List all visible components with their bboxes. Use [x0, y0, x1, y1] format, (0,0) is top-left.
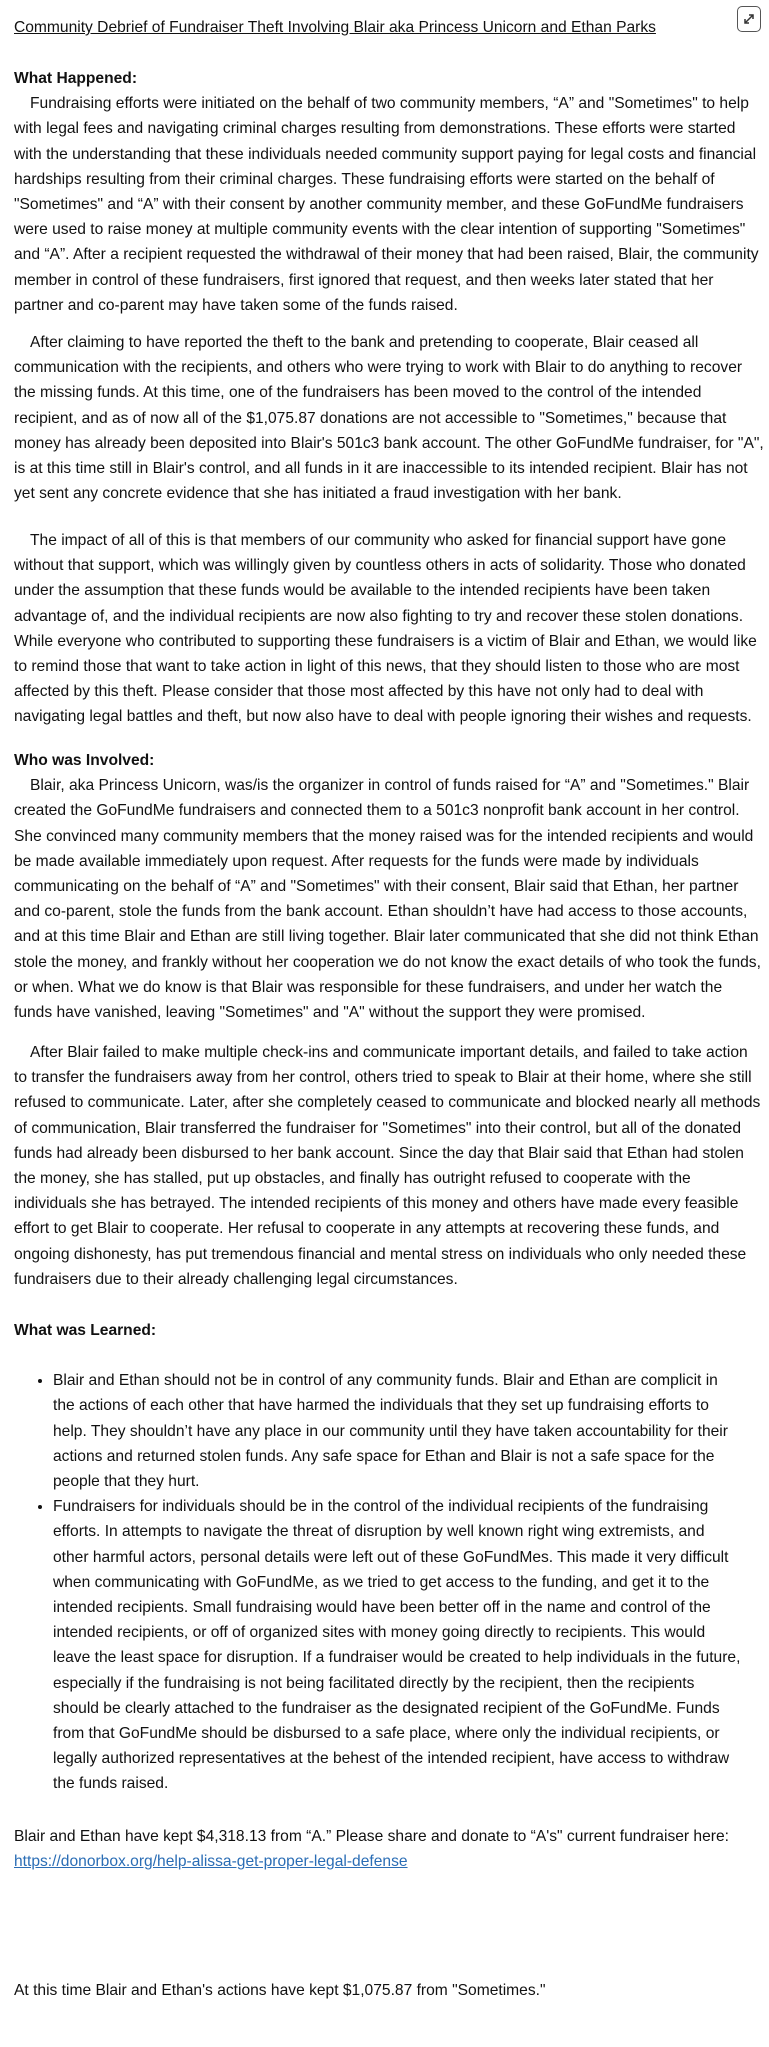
sometimes-statement: At this time Blair and Ethan's actions have kept $1,075.87 from "Sometimes." — [14, 1982, 546, 1999]
paragraph: Blair, aka Princess Unicorn, was/is the organizer in control of funds raised for “A” and "Sometimes." Blair created the GoFundMe fundraisers and connected them to a 501c3 nonprofit bank account in her control. She convinced many community members that the money raised was for the intended recipients and would be made available immediately upon request. After requests for the funds were made by individuals communicating on the behalf of “A” and "Sometimes" with their consent, Blair said that Ethan, her partner and co-parent, stole the funds from the bank account. Ethan shouldn’t have had access to those accounts, and at this time Blair and Ethan are still living together. Blair later communicated that she did not think Ethan stole the money, and frankly without her cooperation we do not know the exact details of who took the funds, or when. What we do know is that Blair was responsible for these fundraisers, and under her watch the funds have vanished, leaving "Sometimes" and "A" without the support they were promised. — [14, 777, 761, 1022]
section-what-happened-impact — [14, 528, 764, 730]
section-who-was-involved — [14, 748, 764, 1025]
section-what-happened-cont — [14, 330, 764, 506]
paragraph: After Blair failed to make multiple check-ins and communicate important details, and failed to take action to transfer the fundraisers away from her control, others tried to speak to Blair at their home, where she still refused to communicate. Later, after she completely ceased to communicate and blocked nearly all methods of communication, Blair transferred the fundraiser for "Sometimes" into their control, but all of the donated funds had already been disbursed to her bank account. Since the day that Blair said that Ethan had stolen the money, she has stalled, put up obstacles, and finally has outright refused to cooperate with the individuals she has betrayed. The intended recipients of this money and others have made every feasible effort to get Blair to cooperate. Her refusal to cooperate in any attempts at recovering these funds, and ongoing dishonesty, has put tremendous financial and mental stress on individuals who only needed these fundraisers due to their already challenging legal circumstances. — [14, 1044, 761, 1288]
a-statement: Blair and Ethan have kept $4,318.13 from “A.” Please share and donate to “A's" current fundraiser here: — [14, 1828, 729, 1845]
document-title[interactable]: Community Debrief of Fundraiser Theft Involving Blair aka Princess Unicorn and Ethan Parks — [14, 19, 656, 36]
list-item: • Blair and Ethan should not be in control of any community funds. Blair and Ethan are complicit in the actions of each other that have harmed the individuals that they set up fundraising efforts to help. They shouldn’t have any place in our community until they have taken accountability for their actions and returned stolen funds. Any safe space for Ethan and Blair is not a safe space for the people that they hurt. — [53, 1368, 743, 1494]
expand-button[interactable] — [737, 6, 761, 32]
list-item: • Fundraisers for individuals should be in the control of the individual recipients of the fundraising efforts. In attempts to navigate the threat of disruption by well known right wing extremists, and other harmful actors, personal details were left out of these GoFundMes. This made it very difficult when communicating with GoFundMe, as we tried to get access to the funding, and get it to the intended recipients. Small fundraising would have been better off in the name and control of the intended recipients, or off of organized sites with money going directly to recipients. This would leave the least space for disruption. If a fundraiser would be created to help individuals in the future, especially if the fundraising is not being facilitated directly by the recipient, then the recipients should be clearly attached to the fundraiser as the designated recipient of the GoFundMe. Funds from that GoFundMe should be disbursed to a safe place, where only the individual recipients, or legally authorized representatives at the behest of the intended recipient, have access to withdraw the funds raised. — [53, 1494, 743, 1796]
footer-a-statement-block — [14, 1824, 764, 1874]
section-who-was-involved-cont — [14, 1040, 764, 1292]
section-heading: Who was Involved: — [14, 752, 155, 769]
section-heading: What was Learned: — [14, 1322, 157, 1339]
lessons-list — [14, 1368, 764, 1796]
paragraph: Fundraising efforts were initiated on the behalf of two community members, “A” and "Sometimes" to help with legal fees and navigating criminal charges resulting from demonstrations. These efforts were started with the understanding that these individuals needed community support paying for legal costs and financial hardships resulting from their criminal charges. These fundraising efforts were started on the behalf of "Sometimes" and “A” with their consent by another community member, and these GoFundMe fundraisers were used to raise money at multiple community events with the clear intention of supporting "Sometimes" and “A”. After a recipient requested the withdrawal of their money that had been raised, Blair, the community member in control of these fundraisers, first ignored that request, and then weeks later stated that her partner and co-parent may have taken some of the funds raised. — [14, 95, 759, 314]
section-what-happened — [14, 66, 764, 318]
section-heading: What Happened: — [14, 70, 138, 87]
donate-link[interactable]: https://donorbox.org/help-alissa-get-proper-legal-defense — [14, 1853, 408, 1871]
section-what-was-learned — [14, 1318, 764, 1797]
paragraph: After claiming to have reported the theft to the bank and pretending to cooperate, Blair ceased all communication with the recipients, and others who were trying to work with Blair to do anything to recover the missing funds. At this time, one of the fundraisers has been moved to the control of the intended recipient, and as of now all of the $1,075.87 donations are not accessible to "Sometimes," because that money has already been deposited into Blair's 501c3 bank account. The other GoFundMe fundraiser, for "A", is at this time still in Blair's control, and all funds in it are inaccessible to its intended recipient. Blair has not yet sent any concrete evidence that she has initiated a fraud investigation with her bank. — [14, 334, 764, 503]
footer-sometimes-block — [14, 1978, 764, 2003]
expand-arrows-icon — [742, 12, 756, 26]
paragraph: The impact of all of this is that members of our community who asked for financial support have gone without that support, which was willingly given by countless others in acts of solidarity. Those who donated under the assumption that these funds would be available to the intended recipients have been taken advantage of, and the individual recipients are now also fighting to try and recover these stolen donations. While everyone who contributed to supporting these fundraisers is a victim of Blair and Ethan, we would like to remind those that want to take action in light of this news, that they should listen to those who are most affected by this theft. Please consider that those most affected by this have not only had to deal with navigating legal battles and theft, but now also have to deal with people ignoring their wishes and requests. — [14, 532, 757, 726]
